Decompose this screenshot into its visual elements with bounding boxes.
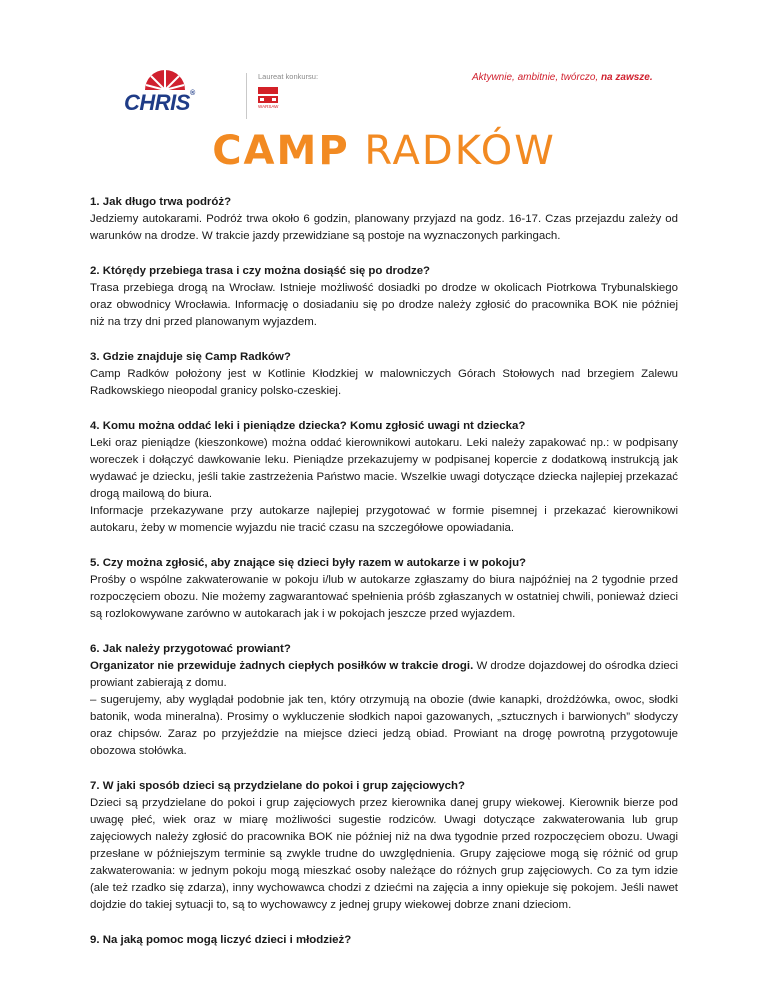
faq-question: 5. Czy można zgłosić, aby znające się dzieci były razem w autokarze i w pokoju?: [90, 557, 527, 569]
faq-content: [90, 194, 678, 967]
sun-icon: [142, 66, 188, 90]
faq-question: 2. Którędy przebiega trasa i czy można dosiąść się po drodze?: [90, 265, 431, 277]
faq-question: 1. Jak długo trwa podróż?: [90, 196, 232, 208]
faq-answer: Dzieci są przydzielane do pokoi i grup zajęciowych przez kierownika danej grupy wiekowej. Kierownik bierze pod uwagę płeć, wiek oraz w miarę możliwości sugestie rodziców. Uwagi dotyczące zakwaterowania lub grup zajęciowych należy zgłosić do pracownika BOK nie później niż na dwa tygodnie przed rozpoczęciem obozu. Uwagi przesłane w późniejszym terminie są zwykle trudne do uwzględnienia. Grupy zajęciowe mogą się różnić od grup zakwaterowania: w jednym pokoju mogą mieszkać osoby należące do różnych grup zajęciowych. Co za tym idzie (ale też rzadko się zdarza), inny wychowawca chodzi z dziećmi na zajęcia a inny opiekuje się pokojem. Jeśli nawet dojdzie do takiej sytuacji to, są to wychowawcy z jednej grupy wiekowej dobrze znani dzieciom.: [90, 797, 678, 911]
faq-item: [90, 778, 678, 914]
faq-answer: – sugerujemy, aby wyglądał podobnie jak ten, który otrzymują na obozie (dwie kanapki, drożdżówka, owoc, słodki batonik, woda mineralna). Prosimy o wykluczenie słodkich napoi gazowanych, „sztucznych i barwionych” słodyczy oraz chipsów. Zaraz po przyjeździe na miejsce dzieci jedzą obiad. Prowiant na drogę powrotną przygotowuje obozowa stołówka.: [90, 694, 678, 757]
faq-item: [90, 349, 678, 400]
faq-answer: Trasa przebiega drogą na Wrocław. Istnieje możliwość dosiadki po drodze w okolicach Piotrkowa Trybunalskiego oraz obwodnicy Wrocławia. Informację o dosiadaniu się po drodze należy zgłosić do pracownika BOK nie później niż na trzy dni przed planowanym wyjazdem.: [90, 282, 678, 328]
faq-answer: Camp Radków położony jest w Kotlinie Kłodzkiej w malowniczych Górach Stołowych nad brzegiem Zalewu Radkowskiego nieopodal granicy polsko-czeskiej.: [90, 368, 678, 397]
faq-question: 9. Na jaką pomoc mogą liczyć dzieci i młodzież?: [90, 934, 352, 946]
faq-question: 6. Jak należy przygotować prowiant?: [90, 643, 291, 655]
faq-question: 4. Komu można oddać leki i pieniądze dziecka? Komu zgłosić uwagi nt dziecka?: [90, 420, 526, 432]
faq-answer: Informacje przekazywane przy autokarze najlepiej przygotować w formie pisemnej i przekazać kierownikowi autokaru, żeby w momencie wyjazdu nie tracić czasu na szczegółowe opowiadania.: [90, 505, 678, 534]
faq-answer: Leki oraz pieniądze (kieszonkowe) można oddać kierownikowi autokaru. Leki należy zapakować np.: w podpisany woreczek i dołączyć dawkowanie leku. Pieniądze przekazujemy w podpisanej kopercie z dodatkową instrukcją jak wydawać je dziecku, jeśli takie zastrzeżenia Państwo macie. Wszelkie uwagi dotyczące dziecka najlepiej przekazać drogą mailową do biura.: [90, 437, 678, 500]
faq-question: 7. W jaki sposób dzieci są przydzielane do pokoi i grup zajęciowych?: [90, 780, 465, 792]
faq-item: [90, 263, 678, 331]
faq-item: [90, 555, 678, 623]
award-caption: WARSAW: [258, 104, 279, 109]
faq-answer: Jedziemy autokarami. Podróż trwa około 6 godzin, planowany przyjazd na godz. 16-17. Czas przejazdu zależy od warunków na drodze. W trakcie jazdy przewidziane są postoje na wyznaczonych parkingach.: [90, 213, 678, 242]
laureate-label: Laureat konkursu:: [258, 72, 319, 81]
faq-item: [90, 418, 678, 537]
faq-item: [90, 194, 678, 245]
faq-item: [90, 641, 678, 760]
header-divider: [246, 73, 247, 119]
faq-answer: Prośby o wspólne zakwaterowanie w pokoju i/lub w autokarze zgłaszamy do biura najpóźniej na 2 tygodnie przed rozpoczęciem obozu. Nie możemy zagwarantować spełnienia próśb zgłaszanych w ostatniej chwili, ponieważ dzieci są rozlokowywane zarówno w autokarach jak i w pokojach jeszcze przed wyjazdem.: [90, 574, 678, 620]
faq-item: [90, 932, 678, 949]
document-header: [0, 0, 768, 190]
brand-wordmark: CHRIS®: [124, 90, 195, 115]
faq-question: 3. Gdzie znajduje się Camp Radków?: [90, 351, 291, 363]
tagline: Aktywnie, ambitnie, twórczo, na zawsze.: [472, 72, 653, 83]
page-title: CAMP RADKÓW: [212, 128, 556, 174]
chris-logo: [124, 66, 234, 115]
award-logo-icon: [258, 87, 278, 103]
faq-answer: Organizator nie przewiduje żadnych ciepłych posiłków w trakcie drogi. W drodze dojazdowej do ośrodka dzieci prowiant zabierają z domu.: [90, 660, 678, 689]
